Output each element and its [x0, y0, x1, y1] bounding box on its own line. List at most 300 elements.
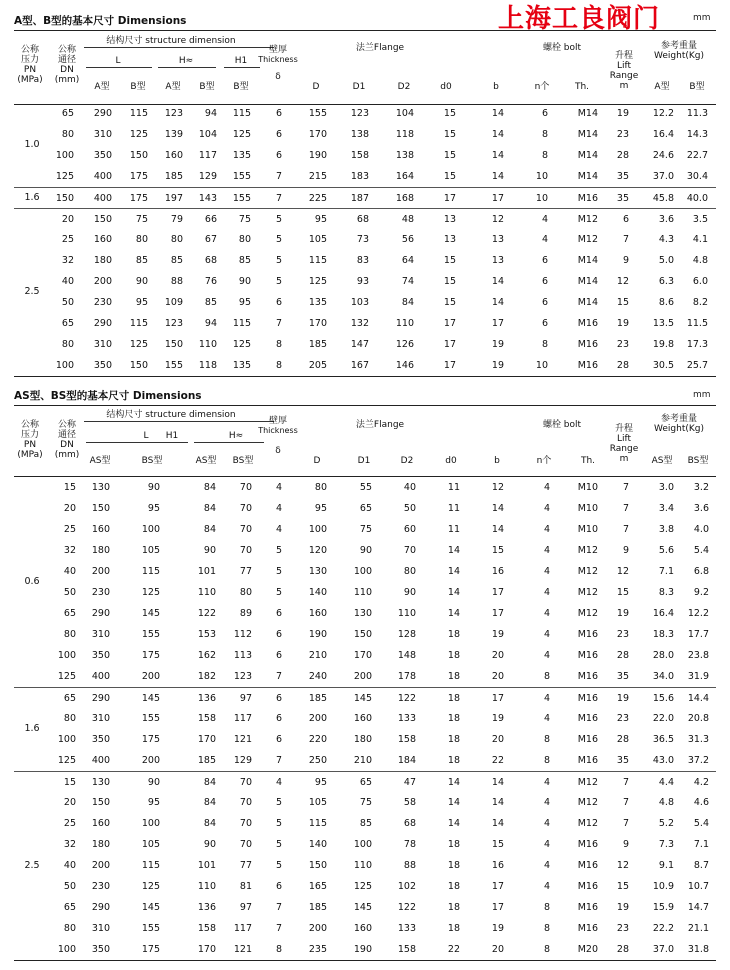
- table-cell: 8: [275, 339, 282, 350]
- table-cell: 25: [61, 234, 74, 245]
- table-cell: 88: [403, 860, 416, 871]
- h2-L-AS: AS型: [89, 456, 111, 466]
- table-cell: 160: [91, 818, 110, 829]
- table-cell: 4: [275, 503, 282, 514]
- table-cell: M16: [577, 360, 598, 371]
- section2-unit: mm: [693, 390, 711, 400]
- table-cell: 250: [308, 755, 327, 766]
- table-cell: 129: [233, 755, 252, 766]
- table-cell: 100: [57, 650, 76, 661]
- table-cell: 5: [275, 860, 282, 871]
- table-cell: 120: [308, 545, 327, 556]
- table-cell: 8.7: [693, 860, 709, 871]
- table-cell: 100: [57, 944, 76, 955]
- table-cell: 13: [491, 255, 504, 266]
- table-cell: 9: [622, 255, 629, 266]
- table-cell: 95: [314, 214, 327, 225]
- table-cell: 153: [197, 629, 216, 640]
- table-row: [14, 771, 716, 793]
- pressure-group-label: 1.6: [24, 192, 40, 203]
- table-cell: 197: [164, 193, 183, 204]
- table-cell: 125: [141, 881, 160, 892]
- table-cell: 50: [63, 881, 76, 892]
- table-cell: 150: [91, 797, 110, 808]
- table-cell: 102: [397, 881, 416, 892]
- table-cell: M16: [577, 650, 598, 661]
- table-cell: 8.6: [658, 297, 674, 308]
- table-cell: 60: [403, 524, 416, 535]
- table-cell: 14: [491, 503, 504, 514]
- h1-H1-B: B型: [233, 82, 249, 92]
- table-cell: 6: [541, 297, 548, 308]
- h2-thick-cn: 壁厚: [268, 416, 288, 426]
- table-cell: 18: [447, 650, 460, 661]
- table-cell: 129: [198, 171, 217, 182]
- table-cell: 145: [141, 693, 160, 704]
- h1-flange: 法兰Flange: [355, 43, 405, 53]
- h2-H1: H1: [165, 431, 179, 441]
- table-cell: 19: [491, 713, 504, 724]
- table-cell: 225: [308, 193, 327, 204]
- table-cell: 4: [275, 482, 282, 493]
- table-cell: 10: [535, 171, 548, 182]
- table-row: [14, 561, 716, 582]
- h1-pn-1: 公称: [20, 45, 40, 55]
- table-cell: 4.8: [692, 255, 708, 266]
- h2-pn-3: PN: [23, 440, 37, 450]
- table-cell: 185: [308, 693, 327, 704]
- table-row: [14, 313, 716, 334]
- h2-bolt: 螺栓 bolt: [542, 420, 582, 430]
- table-row: [14, 250, 716, 271]
- table-cell: 125: [141, 587, 160, 598]
- table-cell: 19: [491, 360, 504, 371]
- table-cell: 175: [141, 734, 160, 745]
- table-cell: 133: [397, 713, 416, 724]
- h2-D1: D1: [357, 456, 371, 466]
- table-cell: 23: [616, 923, 629, 934]
- table-cell: 165: [308, 881, 327, 892]
- table-cell: 115: [308, 818, 327, 829]
- table-cell: 15.6: [652, 693, 674, 704]
- table-cell: 180: [91, 839, 110, 850]
- table-cell: 90: [403, 587, 416, 598]
- h1-H: H≈: [178, 56, 194, 66]
- brand-logo: 上海工良阀门: [498, 4, 661, 34]
- section1-title: A型、B型的基本尺寸 Dimensions: [14, 15, 187, 27]
- table-cell: 6: [275, 108, 282, 119]
- table-cell: 121: [233, 734, 252, 745]
- table-cell: 4: [543, 839, 550, 850]
- table-cell: 17: [491, 902, 504, 913]
- table-cell: 32: [63, 545, 76, 556]
- table-cell: 164: [395, 171, 414, 182]
- h2-pn-1: 公称: [20, 420, 40, 430]
- table-cell: 15: [443, 150, 456, 161]
- table-cell: 6: [275, 734, 282, 745]
- table-cell: 15: [616, 881, 629, 892]
- table-cell: 64: [401, 255, 414, 266]
- table-cell: 4: [275, 777, 282, 788]
- table-cell: 310: [93, 339, 112, 350]
- table-cell: 4.1: [692, 234, 708, 245]
- table-cell: 230: [93, 297, 112, 308]
- table-cell: 19: [616, 608, 629, 619]
- table-cell: 94: [204, 108, 217, 119]
- table-cell: 4: [543, 797, 550, 808]
- table-cell: 6: [275, 650, 282, 661]
- h1-H-B: B型: [199, 82, 215, 92]
- table-cell: 4: [543, 545, 550, 556]
- table-cell: 50: [61, 297, 74, 308]
- table-cell: 56: [401, 234, 414, 245]
- table-cell: 35: [616, 193, 629, 204]
- h1-lift-cn: 升程: [614, 51, 634, 61]
- h2-dn-2: 通径: [57, 430, 77, 440]
- table-cell: 18: [447, 839, 460, 850]
- table-cell: 7.3: [658, 839, 674, 850]
- table-cell: 136: [197, 693, 216, 704]
- table-cell: M16: [577, 881, 598, 892]
- table-cell: 84: [203, 503, 216, 514]
- table-cell: 115: [129, 318, 148, 329]
- table-cell: 70: [239, 545, 252, 556]
- table-cell: 128: [397, 629, 416, 640]
- table-cell: 8: [541, 339, 548, 350]
- table-cell: 14: [447, 797, 460, 808]
- table-cell: 3.6: [658, 214, 674, 225]
- table-cell: 58: [403, 797, 416, 808]
- table-cell: M12: [577, 214, 598, 225]
- table-cell: 146: [395, 360, 414, 371]
- table-cell: 40: [63, 860, 76, 871]
- table-cell: 12.2: [687, 608, 709, 619]
- table-cell: 135: [232, 150, 251, 161]
- table-cell: 17: [491, 587, 504, 598]
- table-cell: 115: [129, 108, 148, 119]
- table-cell: 95: [314, 777, 327, 788]
- table-row: [14, 603, 716, 624]
- table-cell: 4: [543, 650, 550, 661]
- table-cell: 125: [232, 339, 251, 350]
- table-cell: M16: [577, 339, 598, 350]
- table-cell: 17: [491, 193, 504, 204]
- table-cell: 18: [447, 734, 460, 745]
- table-cell: M12: [577, 234, 598, 245]
- table-cell: 47: [403, 777, 416, 788]
- table-cell: 23: [616, 629, 629, 640]
- h1-L-A: A型: [94, 82, 110, 92]
- table-cell: 25.7: [686, 360, 708, 371]
- table-cell: 4: [543, 693, 550, 704]
- h1-pn-2: 压力: [20, 55, 40, 65]
- table-cell: 122: [197, 608, 216, 619]
- table-cell: 3.2: [693, 482, 709, 493]
- table-cell: 50: [403, 503, 416, 514]
- h2-weight-en: Weight(Kg): [654, 424, 704, 434]
- table-cell: 37.0: [652, 171, 674, 182]
- table-cell: 110: [395, 318, 414, 329]
- table-cell: 80: [63, 629, 76, 640]
- table-cell: 9.2: [693, 587, 709, 598]
- table-cell: 8: [543, 734, 550, 745]
- table-cell: 235: [308, 944, 327, 955]
- table-cell: 20: [491, 671, 504, 682]
- table-cell: 15: [63, 482, 76, 493]
- table-cell: 4: [543, 777, 550, 788]
- table-cell: 5: [275, 214, 282, 225]
- table-cell: 170: [197, 734, 216, 745]
- table-cell: 4: [275, 524, 282, 535]
- table-cell: 170: [308, 129, 327, 140]
- h2-lift-m: m: [619, 454, 629, 464]
- section1-unit: mm: [693, 13, 711, 23]
- table-cell: M14: [577, 129, 598, 140]
- table-cell: 17: [491, 608, 504, 619]
- table-cell: 15: [616, 587, 629, 598]
- table-cell: 7: [275, 193, 282, 204]
- table-cell: 5.4: [693, 545, 709, 556]
- section1-header: [14, 30, 716, 105]
- table-cell: 100: [55, 360, 74, 371]
- table-cell: 160: [93, 234, 112, 245]
- table-cell: 14: [491, 818, 504, 829]
- table-cell: 155: [141, 629, 160, 640]
- table-cell: 79: [170, 214, 183, 225]
- table-cell: 170: [197, 944, 216, 955]
- table-cell: M16: [577, 860, 598, 871]
- table-cell: 100: [353, 566, 372, 577]
- table-cell: 158: [397, 734, 416, 745]
- table-cell: 31.3: [687, 734, 709, 745]
- table-cell: 15: [443, 297, 456, 308]
- h2-flange: 法兰Flange: [355, 420, 405, 430]
- table-cell: 23: [616, 129, 629, 140]
- table-cell: 67: [204, 234, 217, 245]
- h1-weight-A: A型: [654, 82, 670, 92]
- table-cell: 7.1: [658, 566, 674, 577]
- h2-n: n个: [536, 456, 552, 466]
- table-cell: M10: [577, 482, 598, 493]
- table-cell: 117: [198, 150, 217, 161]
- table-cell: 215: [308, 171, 327, 182]
- table-row: [14, 813, 716, 834]
- table-cell: 3.5: [692, 214, 708, 225]
- table-cell: 10.7: [687, 881, 709, 892]
- table-row: [14, 498, 716, 519]
- table-cell: 200: [141, 755, 160, 766]
- table-cell: 4: [543, 482, 550, 493]
- table-cell: 5: [275, 587, 282, 598]
- table-cell: 28: [616, 650, 629, 661]
- table-row: [14, 271, 716, 292]
- table-cell: 40: [61, 276, 74, 287]
- table-cell: 7: [275, 902, 282, 913]
- table-cell: 147: [350, 339, 369, 350]
- h1-thick-cn: 壁厚: [268, 45, 288, 55]
- h1-D2: D2: [397, 82, 411, 92]
- table-cell: 148: [397, 650, 416, 661]
- table-cell: 97: [239, 693, 252, 704]
- table-cell: 95: [147, 503, 160, 514]
- table-cell: 175: [141, 650, 160, 661]
- table-cell: 90: [359, 545, 372, 556]
- table-row: [14, 187, 716, 209]
- h1-dn-4: (mm): [54, 75, 80, 85]
- table-cell: 15: [491, 545, 504, 556]
- table-cell: 350: [93, 360, 112, 371]
- table-cell: 5: [275, 545, 282, 556]
- h2-dn-4: (mm): [54, 450, 80, 460]
- table-cell: 19: [616, 318, 629, 329]
- table-cell: 187: [350, 193, 369, 204]
- table-row: [14, 103, 716, 124]
- table-cell: 21.1: [687, 923, 709, 934]
- table-cell: 140: [308, 587, 327, 598]
- table-cell: 350: [93, 150, 112, 161]
- h2-pn-4: (MPa): [17, 450, 43, 460]
- table-cell: M16: [577, 734, 598, 745]
- table-cell: 190: [353, 944, 372, 955]
- table-cell: 16: [491, 860, 504, 871]
- table-cell: 4.2: [693, 777, 709, 788]
- h2-weight-BS: BS型: [687, 456, 709, 466]
- table-cell: 65: [359, 503, 372, 514]
- table-cell: 13: [491, 234, 504, 245]
- table-cell: 109: [164, 297, 183, 308]
- table-cell: 125: [308, 276, 327, 287]
- table-cell: 18: [447, 902, 460, 913]
- table-row: [14, 519, 716, 540]
- table-cell: 12: [491, 482, 504, 493]
- table-cell: 70: [239, 482, 252, 493]
- table-cell: 170: [353, 650, 372, 661]
- table-cell: 118: [198, 360, 217, 371]
- table-cell: 32: [61, 255, 74, 266]
- table-cell: 400: [91, 755, 110, 766]
- table-cell: 84: [203, 818, 216, 829]
- h1-H1: H1: [234, 56, 248, 66]
- table-cell: 75: [359, 524, 372, 535]
- table-cell: 5: [275, 566, 282, 577]
- table-cell: 12: [491, 214, 504, 225]
- table-cell: 125: [353, 881, 372, 892]
- table-cell: 5: [275, 255, 282, 266]
- table-cell: 14: [491, 129, 504, 140]
- table-cell: 158: [197, 923, 216, 934]
- table-cell: 80: [238, 234, 251, 245]
- h2-dn-1: 公称: [57, 420, 77, 430]
- table-cell: 19: [616, 108, 629, 119]
- table-cell: 90: [147, 482, 160, 493]
- table-cell: 80: [61, 339, 74, 350]
- table-cell: 31.9: [687, 671, 709, 682]
- table-cell: 6: [275, 693, 282, 704]
- table-cell: 8.2: [692, 297, 708, 308]
- table-cell: 30.5: [652, 360, 674, 371]
- table-cell: 121: [233, 944, 252, 955]
- table-cell: 210: [308, 650, 327, 661]
- table-cell: 110: [397, 608, 416, 619]
- table-cell: 19: [491, 339, 504, 350]
- table-cell: 130: [353, 608, 372, 619]
- table-cell: 158: [397, 944, 416, 955]
- table-cell: 3.8: [658, 524, 674, 535]
- table-cell: 81: [239, 881, 252, 892]
- table-cell: 19: [616, 902, 629, 913]
- pressure-group-label: 1.6: [24, 723, 40, 734]
- table-cell: 185: [164, 171, 183, 182]
- table-cell: 125: [55, 171, 74, 182]
- table-cell: 15: [443, 171, 456, 182]
- table-cell: 6: [541, 276, 548, 287]
- table-cell: 12.2: [652, 108, 674, 119]
- table-row: [14, 708, 716, 729]
- table-cell: 4: [543, 881, 550, 892]
- table-cell: 123: [350, 108, 369, 119]
- table-cell: 8: [543, 923, 550, 934]
- table-cell: 170: [308, 318, 327, 329]
- table-cell: 123: [233, 671, 252, 682]
- table-cell: 200: [91, 860, 110, 871]
- table-cell: 20: [491, 650, 504, 661]
- table-cell: 10: [535, 360, 548, 371]
- table-cell: 75: [238, 214, 251, 225]
- table-cell: 125: [129, 339, 148, 350]
- h2-H: H≈: [228, 431, 244, 441]
- table-cell: 7: [275, 318, 282, 329]
- table-cell: 95: [314, 503, 327, 514]
- table-cell: 4: [541, 214, 548, 225]
- table-row: [14, 208, 716, 230]
- table-cell: 6.3: [658, 276, 674, 287]
- table-cell: 5.0: [658, 255, 674, 266]
- table-cell: 6: [275, 629, 282, 640]
- pressure-group-label: 1.0: [24, 139, 40, 150]
- table-cell: 17.3: [686, 339, 708, 350]
- table-cell: 45.8: [652, 193, 674, 204]
- table-cell: 25: [63, 524, 76, 535]
- table-cell: 10: [535, 193, 548, 204]
- table-row: [14, 145, 716, 166]
- table-cell: 14: [491, 777, 504, 788]
- h1-thick-sym: δ: [275, 72, 281, 82]
- table-cell: 150: [129, 150, 148, 161]
- table-cell: 18: [447, 923, 460, 934]
- table-cell: 310: [91, 923, 110, 934]
- h2-d0: d0: [445, 456, 457, 466]
- table-cell: 74: [401, 276, 414, 287]
- table-cell: 66: [204, 214, 217, 225]
- table-cell: 290: [91, 902, 110, 913]
- table-cell: 135: [308, 297, 327, 308]
- h2-H-underline: [194, 442, 264, 443]
- table-row: [14, 792, 716, 813]
- table-row: [14, 229, 716, 250]
- table-cell: 350: [91, 944, 110, 955]
- table-cell: 19.8: [652, 339, 674, 350]
- h1-structure-underline: [84, 47, 274, 48]
- table-cell: 8: [543, 902, 550, 913]
- table-cell: 15: [616, 297, 629, 308]
- table-cell: 90: [238, 276, 251, 287]
- table-cell: 4: [543, 629, 550, 640]
- table-cell: 8: [543, 944, 550, 955]
- table-cell: 185: [308, 339, 327, 350]
- table-cell: 80: [61, 129, 74, 140]
- table-cell: 77: [239, 860, 252, 871]
- table-cell: 200: [308, 923, 327, 934]
